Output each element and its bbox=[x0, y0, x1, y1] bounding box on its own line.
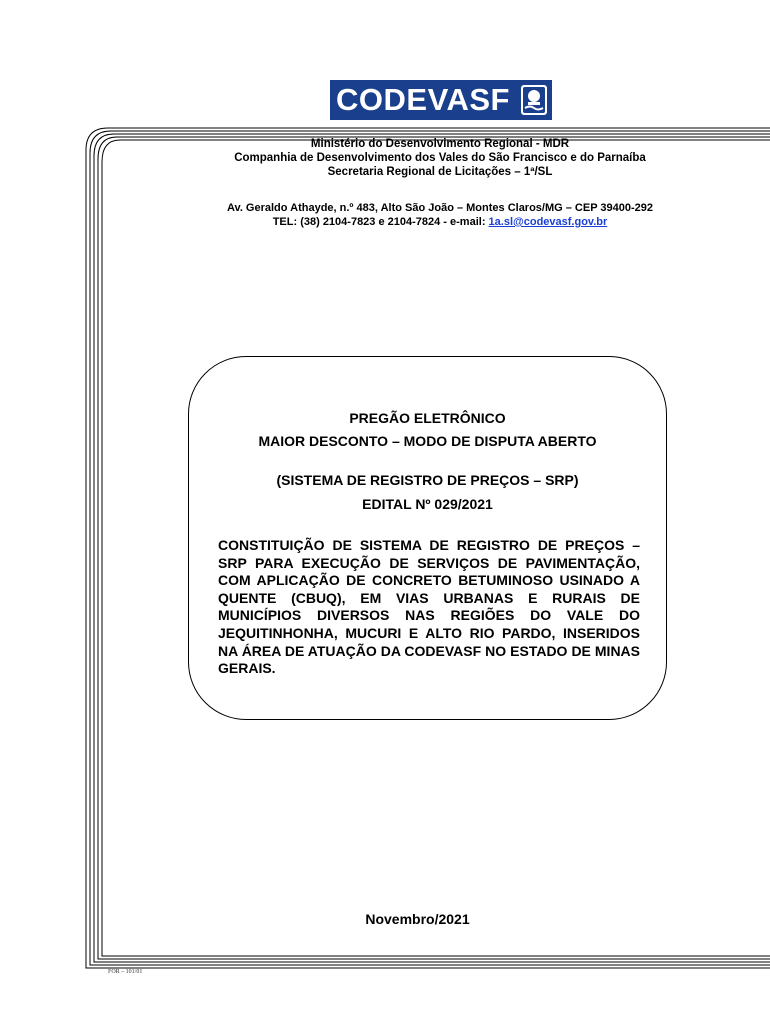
address-block bbox=[150, 201, 730, 229]
contact-line bbox=[150, 215, 730, 229]
edital-description: CONSTITUIÇÃO DE SISTEMA DE REGISTRO DE PREÇOS – SRP PARA EXECUÇÃO DE SERVIÇOS DE PAVIMENTAÇÃO, COM APLICAÇÃO DE CONCRETO BETUMINOSO USINADO A QUENTE (CBUQ), EM VIAS URBANAS E RURAIS DE MUNICÍPIOS DIVERSOS NAS REGIÕES DO VALE DO JEQUITINHONHA, MUCURI E ALTO RIO PARDO, INSERIDOS NA ÁREA DE ATUAÇÃO DA CODEVASF NO ESTADO DE MINAS GERAIS. bbox=[218, 537, 640, 677]
header-line-company: Companhia de Desenvolvimento dos Vales do São Francisco e do Parnaíba bbox=[234, 152, 646, 164]
form-code: FOR – 101/01 bbox=[108, 969, 143, 975]
title-line-edital: EDITAL Nº 029/2021 bbox=[362, 496, 493, 512]
phone-text: TEL: (38) 2104-7823 e 2104-7824 - e-mail: bbox=[272, 216, 489, 228]
document-date: Novembro/2021 bbox=[365, 911, 470, 927]
title-line-pregao: PREGÃO ELETRÔNICO bbox=[349, 410, 506, 426]
header-line-secretariat: Secretaria Regional de Licitações – 1ª/SL bbox=[327, 166, 553, 178]
header-line-ministry: Ministério do Desenvolvimento Regional - MDR bbox=[310, 138, 570, 150]
email-link[interactable]: 1a.sl@codevasf.gov.br bbox=[488, 216, 608, 228]
address-line: Av. Geraldo Athayde, n.º 483, Alto São João – Montes Claros/MG – CEP 39400-292 bbox=[226, 202, 654, 214]
title-line-srp: (SISTEMA DE REGISTRO DE PREÇOS – SRP) bbox=[276, 472, 579, 488]
title-line-modo-disputa: MAIOR DESCONTO – MODO DE DISPUTA ABERTO bbox=[258, 433, 597, 449]
logo-text: CODEVASF bbox=[336, 82, 510, 117]
institution-header bbox=[160, 137, 720, 179]
